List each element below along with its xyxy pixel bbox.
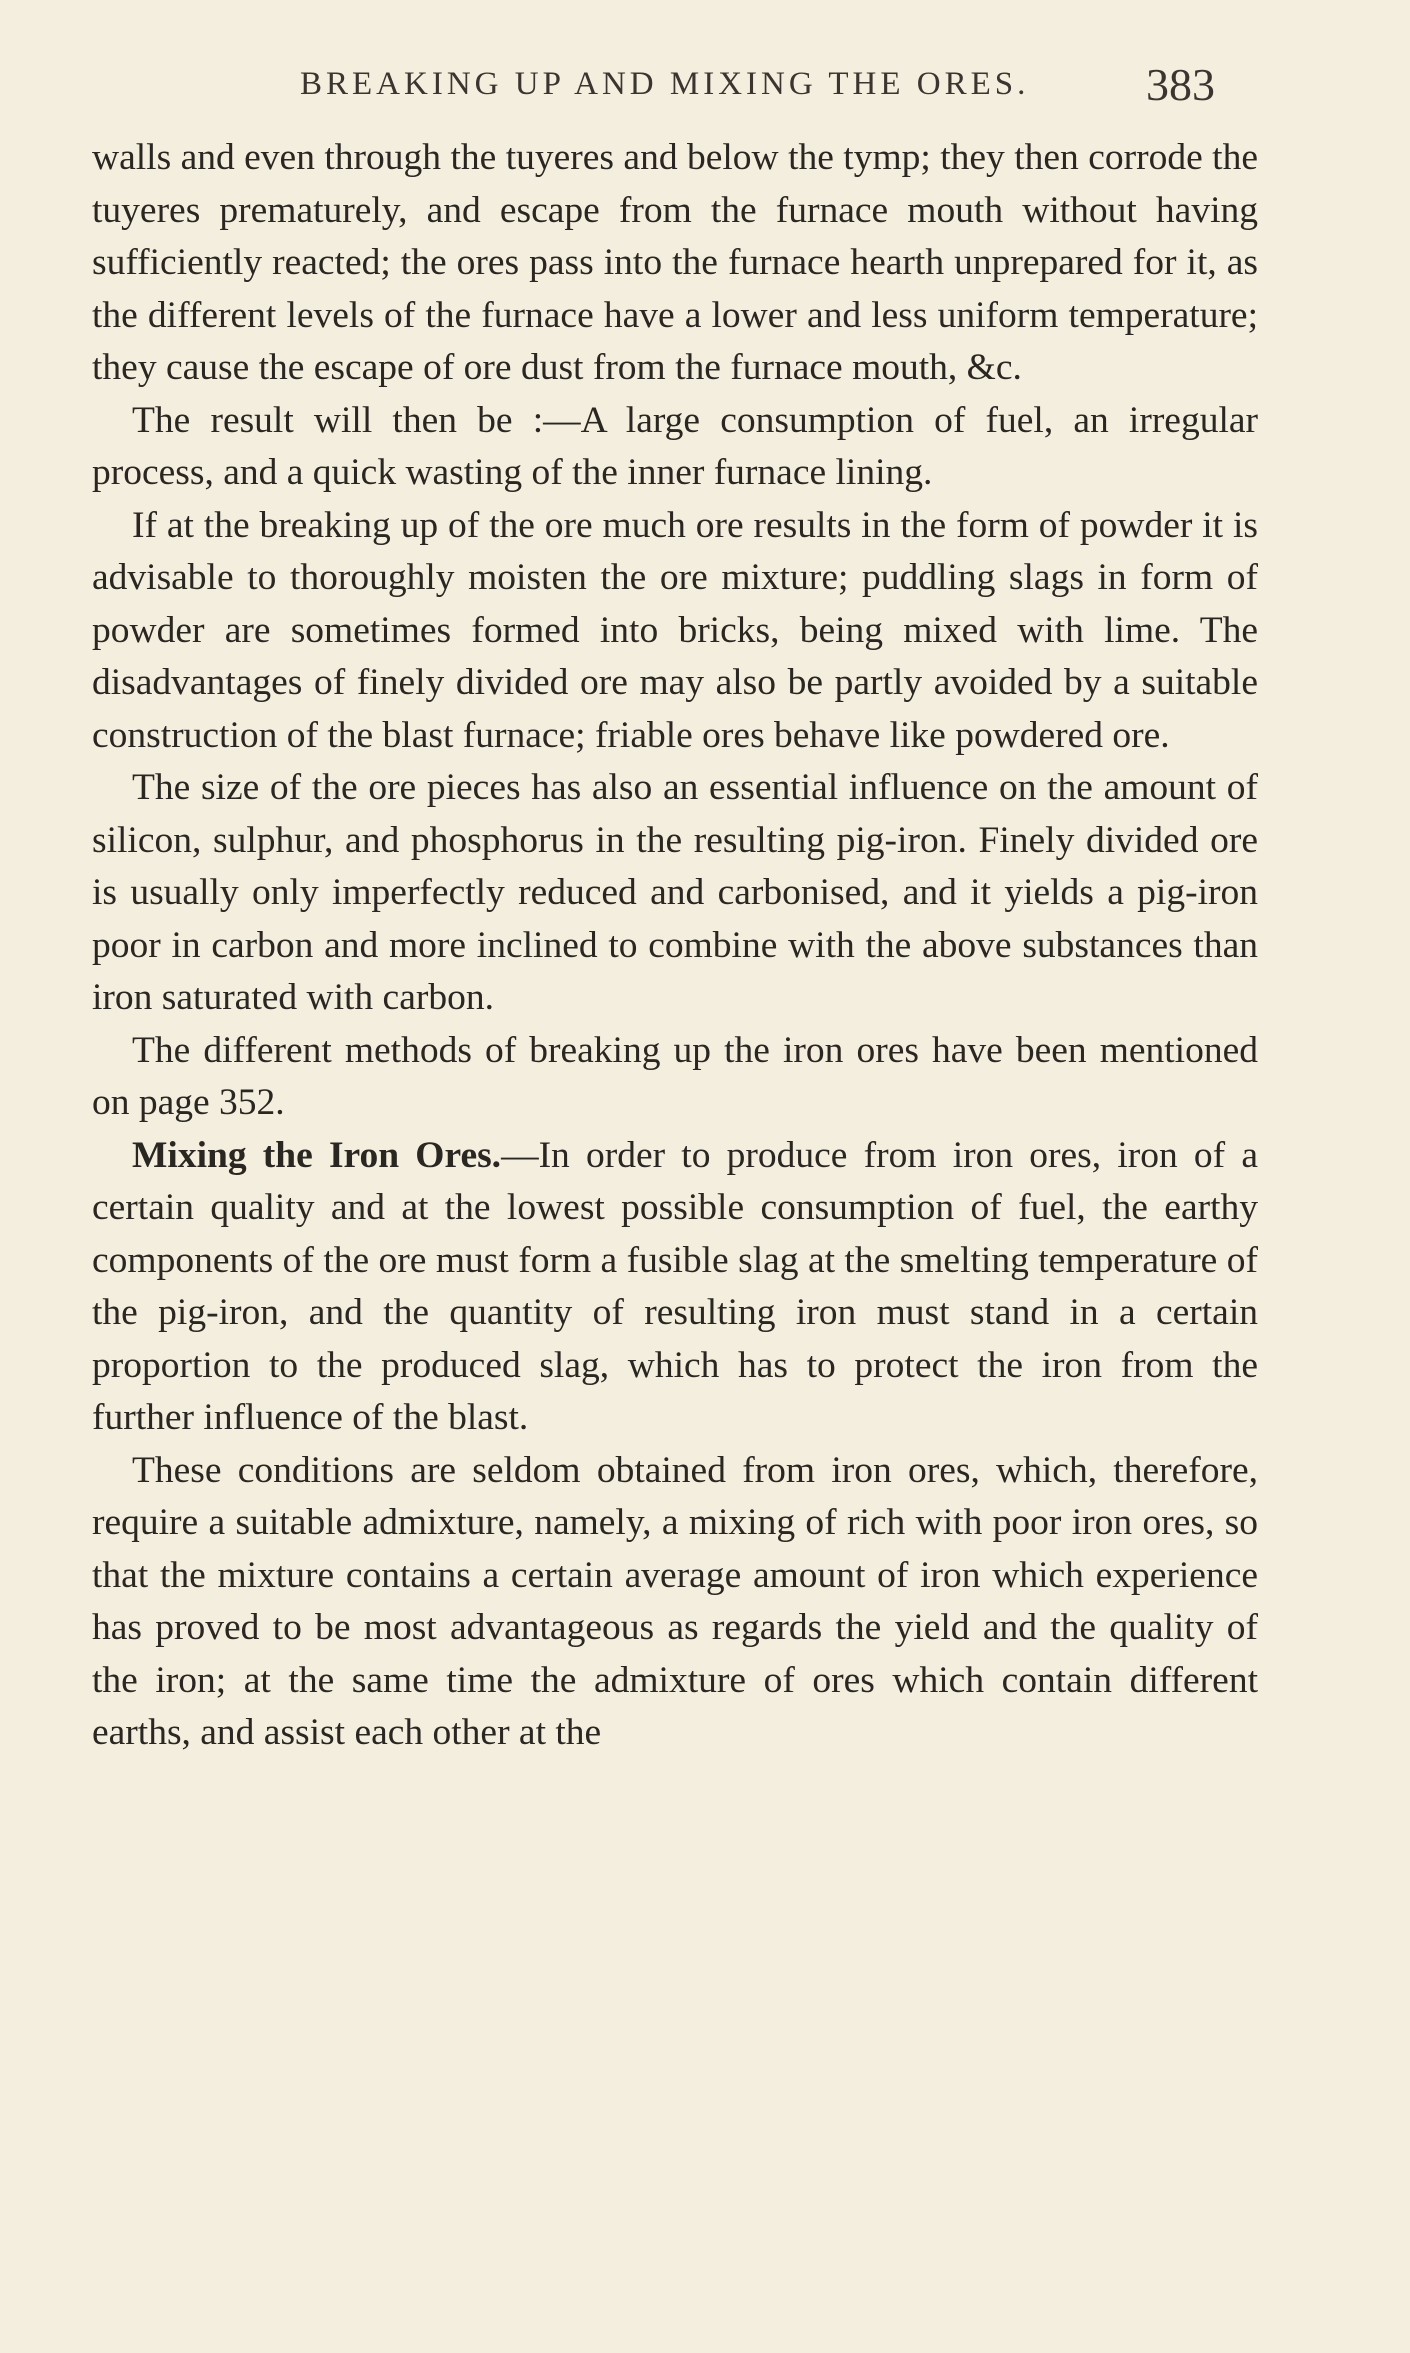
paragraph: These conditions are seldom obtained from iron ores, which, therefore, require a suitable admixture, namely, a mixing of rich with poor iron ores, so that the mixture contains a certain average amount of iron which experience has proved to be most advantageous as regards the yield and the quality of the iron; at the same time the admixture of ores which contain different earths, and assist each other at the: [92, 1449, 1258, 1753]
section-runin-heading: Mixing the Iron Ores.: [132, 1134, 502, 1176]
page-number: 383: [1146, 59, 1215, 110]
paragraph-text: —In order to produce from iron ores, iron of a certain quality and at the lowest possible consumption of fuel, the earthy components of the ore must form a fusible slag at the smelting temperature of the pig-iron, and the quantity of resulting iron must stand in a certain proportion to the produced slag, which has to protect the iron from the further influence of the blast.: [92, 1134, 1258, 1438]
paragraph: The different methods of breaking up the iron ores have been mentioned on page 352.: [92, 1029, 1258, 1123]
paragraph: If at the breaking up of the ore much ore results in the form of powder it is advisable to thoroughly moisten the ore mixture; puddling slags in form of powder are sometimes formed into bricks, being mixed with lime. The disadvantages of finely divided ore may also be partly avoided by a suitable construction of the blast furnace; friable ores behave like powdered ore.: [92, 504, 1258, 756]
running-title: BREAKING UP AND MIXING THE ORES.: [300, 66, 1030, 102]
paragraph-mixing-iron-ores: [92, 1130, 1258, 1445]
paragraph: The result will then be :—A large consumption of fuel, an irregular process, and a quick wasting of the inner furnace lining.: [92, 399, 1258, 493]
paragraph-continued: walls and even through the tuyeres and below the tymp; they then corrode the tuyeres prematurely, and escape from the furnace mouth without having sufficiently reacted; the ores pass into the furnace hearth unprepared for it, as the different levels of the furnace have a lower and less uniform temperature; they cause the escape of ore dust from the furnace mouth, &c.: [92, 137, 1258, 388]
paragraph: The size of the ore pieces has also an essential influence on the amount of silicon, sulphur, and phosphorus in the resulting pig-iron. Finely divided ore is usually only imperfectly reduced and carbonised, and it yields a pig-iron poor in carbon and more inclined to combine with the above substances than iron saturated with carbon.: [92, 767, 1258, 1018]
body-text: [92, 132, 1258, 1760]
